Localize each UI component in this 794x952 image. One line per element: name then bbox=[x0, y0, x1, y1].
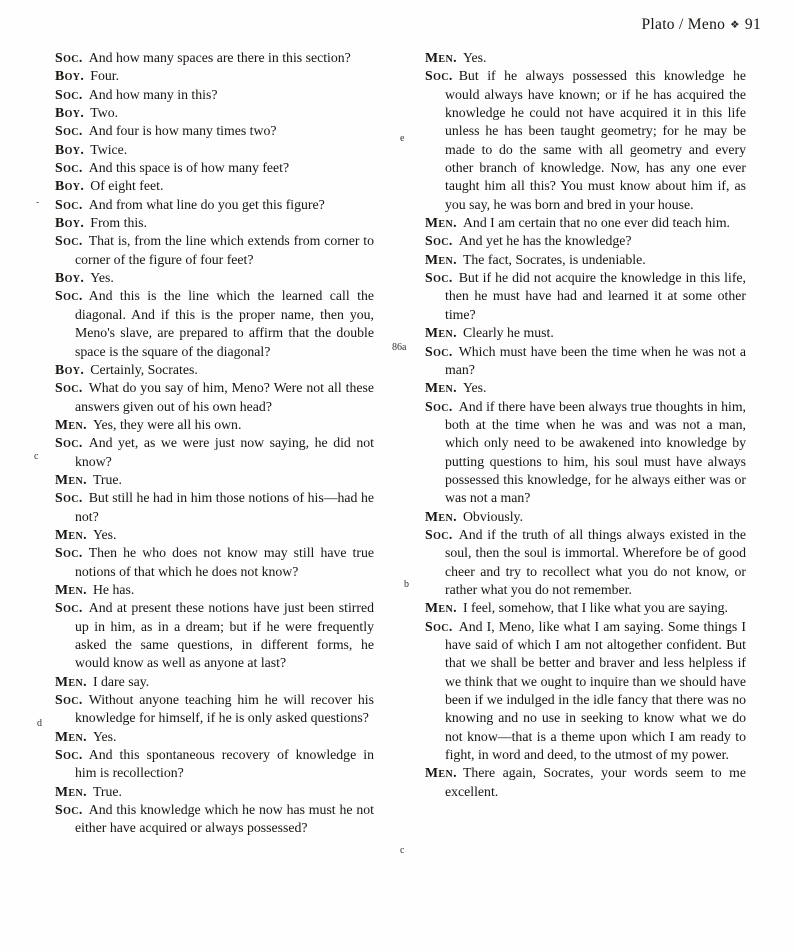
speech: Soc. And how many spaces are there in this section? bbox=[55, 50, 351, 65]
speaker-label: Soc. bbox=[425, 526, 453, 542]
speech: Soc. And this knowledge which he now has must he not either have acquired or always possessed? bbox=[55, 802, 374, 836]
speaker-label: Soc. bbox=[55, 160, 83, 176]
speech: Boy. Four. bbox=[55, 68, 120, 84]
speech: Men. Clearly he must. bbox=[425, 325, 554, 341]
stephanus-ref-d-left: d bbox=[37, 718, 42, 729]
speech: Men. True. bbox=[55, 783, 122, 799]
speech: Soc. And this spontaneous recovery of knowledge in him is recollection? bbox=[55, 747, 374, 781]
speech: Soc. And if there have been always true thoughts in him, both at the time when he was and was not a man, which only need to be awakened into knowledge by putting questions to him, his soul must have always possessed this knowledge, for he always either was or was not a man? bbox=[425, 398, 746, 506]
speech: Boy. From this. bbox=[55, 215, 147, 231]
speaker-label: Soc. bbox=[55, 196, 83, 212]
speaker-label: Soc. bbox=[55, 233, 83, 249]
speaker-label: Men. bbox=[425, 600, 457, 616]
speech: Soc. Which must have been the time when he was not a man? bbox=[425, 343, 746, 377]
speech: Soc. But if he did not acquire the knowledge in this life, then he must have had and learned it at some other time? bbox=[425, 270, 746, 322]
speaker-label: Men. bbox=[425, 765, 457, 781]
speaker-label: Men. bbox=[425, 251, 457, 267]
speech: Men. True. bbox=[55, 471, 122, 487]
speaker-label: Men. bbox=[425, 380, 457, 396]
speech: Soc. What do you say of him, Meno? Were not all these answers given out of his own head? bbox=[55, 380, 374, 414]
speech: Soc. That is, from the line which extends from corner to corner of the figure of four feet? bbox=[55, 233, 374, 267]
speech: Soc. And if the truth of all things always existed in the soul, then the soul is immortal. Wherefore be of good cheer and try to recollect what you do not know, or rather what you do not remember. bbox=[425, 526, 746, 597]
speech: Soc. And this space is of how many feet? bbox=[55, 160, 290, 176]
speech: Men. The fact, Socrates, is undeniable. bbox=[425, 251, 646, 267]
speech: Soc. Then he who does not know may still have true notions of that which he does not know? bbox=[55, 545, 374, 579]
speaker-label: Men. bbox=[55, 581, 87, 597]
speaker-label: Men. bbox=[425, 50, 457, 65]
margin-mark-dash: - bbox=[36, 197, 40, 208]
page-number: 91 bbox=[744, 16, 761, 33]
speech: Men. Yes. bbox=[55, 728, 117, 744]
speaker-label: Soc. bbox=[425, 233, 453, 249]
speaker-label: Boy. bbox=[55, 270, 85, 286]
speech: Boy. Two. bbox=[55, 105, 119, 121]
speech: Boy. Twice. bbox=[55, 141, 128, 157]
speaker-label: Boy. bbox=[55, 68, 85, 84]
speech: Soc. And this is the line which the learned call the diagonal. And if this is the proper name, then you, Meno's slave, are prepared to affirm that the double space is the square of the diagonal? bbox=[55, 288, 374, 359]
speaker-label: Soc. bbox=[55, 435, 83, 451]
speaker-label: Soc. bbox=[55, 380, 83, 396]
speaker-label: Men. bbox=[55, 526, 87, 542]
speaker-label: Soc. bbox=[55, 123, 83, 139]
running-head bbox=[641, 16, 761, 34]
speech: Boy. Certainly, Socrates. bbox=[55, 361, 198, 377]
running-head-title: Plato / Meno bbox=[641, 16, 726, 33]
speech: Men. Yes, they were all his own. bbox=[55, 416, 242, 432]
speaker-label: Boy. bbox=[55, 105, 85, 121]
speech: Boy. Of eight feet. bbox=[55, 178, 164, 194]
speaker-label: Soc. bbox=[55, 545, 83, 561]
speech: Soc. And I, Meno, like what I am saying. Some things I have said of which I am not altogether confident. But that we shall be better and braver and less helpless if we think that we ought to inquire than we should have been if we indulged in the idle fancy that there was no knowing and no use in seeking to know what we do not know—that is a theme upon which I am ready to fight, in word and deed, to the utmost of my power. bbox=[425, 618, 746, 763]
speaker-label: Soc. bbox=[55, 490, 83, 506]
speaker-label: Soc. bbox=[425, 270, 453, 286]
speaker-label: Soc. bbox=[425, 398, 453, 414]
speaker-label: Soc. bbox=[55, 86, 83, 102]
speaker-label: Soc. bbox=[55, 288, 83, 304]
speech: Soc. And yet, as we were just now saying, he did not know? bbox=[55, 435, 374, 469]
speaker-label: Soc. bbox=[55, 50, 83, 65]
speaker-label: Men. bbox=[425, 215, 457, 231]
speaker-label: Men. bbox=[55, 728, 87, 744]
speech: Soc. And how many in this? bbox=[55, 86, 218, 102]
speaker-label: Soc. bbox=[425, 618, 453, 634]
speaker-label: Boy. bbox=[55, 178, 85, 194]
speech: Men. Yes. bbox=[425, 380, 487, 396]
speech: Men. And I am certain that no one ever did teach him. bbox=[425, 215, 730, 231]
stephanus-ref-c-left: c bbox=[34, 451, 39, 462]
speaker-label: Soc. bbox=[55, 600, 83, 616]
stephanus-ref-b-right: b bbox=[404, 579, 409, 590]
speech: Men. There again, Socrates, your words seem to me excellent. bbox=[425, 765, 746, 799]
speech: Men. Yes. bbox=[55, 526, 117, 542]
speech: Boy. Yes. bbox=[55, 270, 114, 286]
stephanus-ref-86a-right: 86a bbox=[392, 342, 407, 353]
stephanus-ref-c-right: c bbox=[400, 845, 405, 856]
speaker-label: Men. bbox=[55, 783, 87, 799]
speech: Soc. And at present these notions have just been stirred up in him, as in a dream; but if he were frequently asked the same questions, in different forms, he would know as well as anyone at last? bbox=[55, 600, 374, 671]
speaker-label: Soc. bbox=[425, 343, 453, 359]
speech: Soc. And from what line do you get this figure? bbox=[55, 196, 325, 212]
speaker-label: Boy. bbox=[55, 215, 85, 231]
speaker-label: Soc. bbox=[425, 68, 453, 84]
right-column bbox=[425, 49, 746, 801]
speaker-label: Men. bbox=[425, 508, 457, 524]
speaker-label: Men. bbox=[55, 416, 87, 432]
speech: Soc. And four is how many times two? bbox=[55, 123, 277, 139]
left-column bbox=[55, 49, 374, 838]
stephanus-ref-e-right: e bbox=[400, 133, 405, 144]
speaker-label: Boy. bbox=[55, 361, 85, 377]
speaker-label: Men. bbox=[55, 471, 87, 487]
speech: Soc. But if he always possessed this knowledge he would always have known; or if he has acquired the knowledge he could not have acquired it in this life unless he has been taught geometry; for he may be made to do the same with all geometry and every other branch of knowledge. Now, has any one ever taught him all this? You must know about him if, as you say, he was born and bred in your house. bbox=[425, 68, 746, 212]
speech: Men. Yes. bbox=[425, 50, 487, 65]
speech: Soc. Without anyone teaching him he will recover his knowledge for himself, if he is only asked questions? bbox=[55, 692, 374, 726]
speaker-label: Soc. bbox=[55, 747, 83, 763]
speaker-label: Soc. bbox=[55, 692, 83, 708]
speaker-label: Boy. bbox=[55, 141, 85, 157]
speaker-label: Men. bbox=[425, 325, 457, 341]
diamond-icon: ❖ bbox=[730, 18, 740, 31]
speaker-label: Soc. bbox=[55, 802, 83, 818]
speech: Men. I feel, somehow, that I like what you are saying. bbox=[425, 600, 728, 616]
speech: Men. He has. bbox=[55, 581, 135, 597]
speech: Men. I dare say. bbox=[55, 673, 150, 689]
speech: Soc. But still he had in him those notions of his—had he not? bbox=[55, 490, 374, 524]
speech: Soc. And yet he has the knowledge? bbox=[425, 233, 632, 249]
speech: Men. Obviously. bbox=[425, 508, 524, 524]
speaker-label: Men. bbox=[55, 673, 87, 689]
